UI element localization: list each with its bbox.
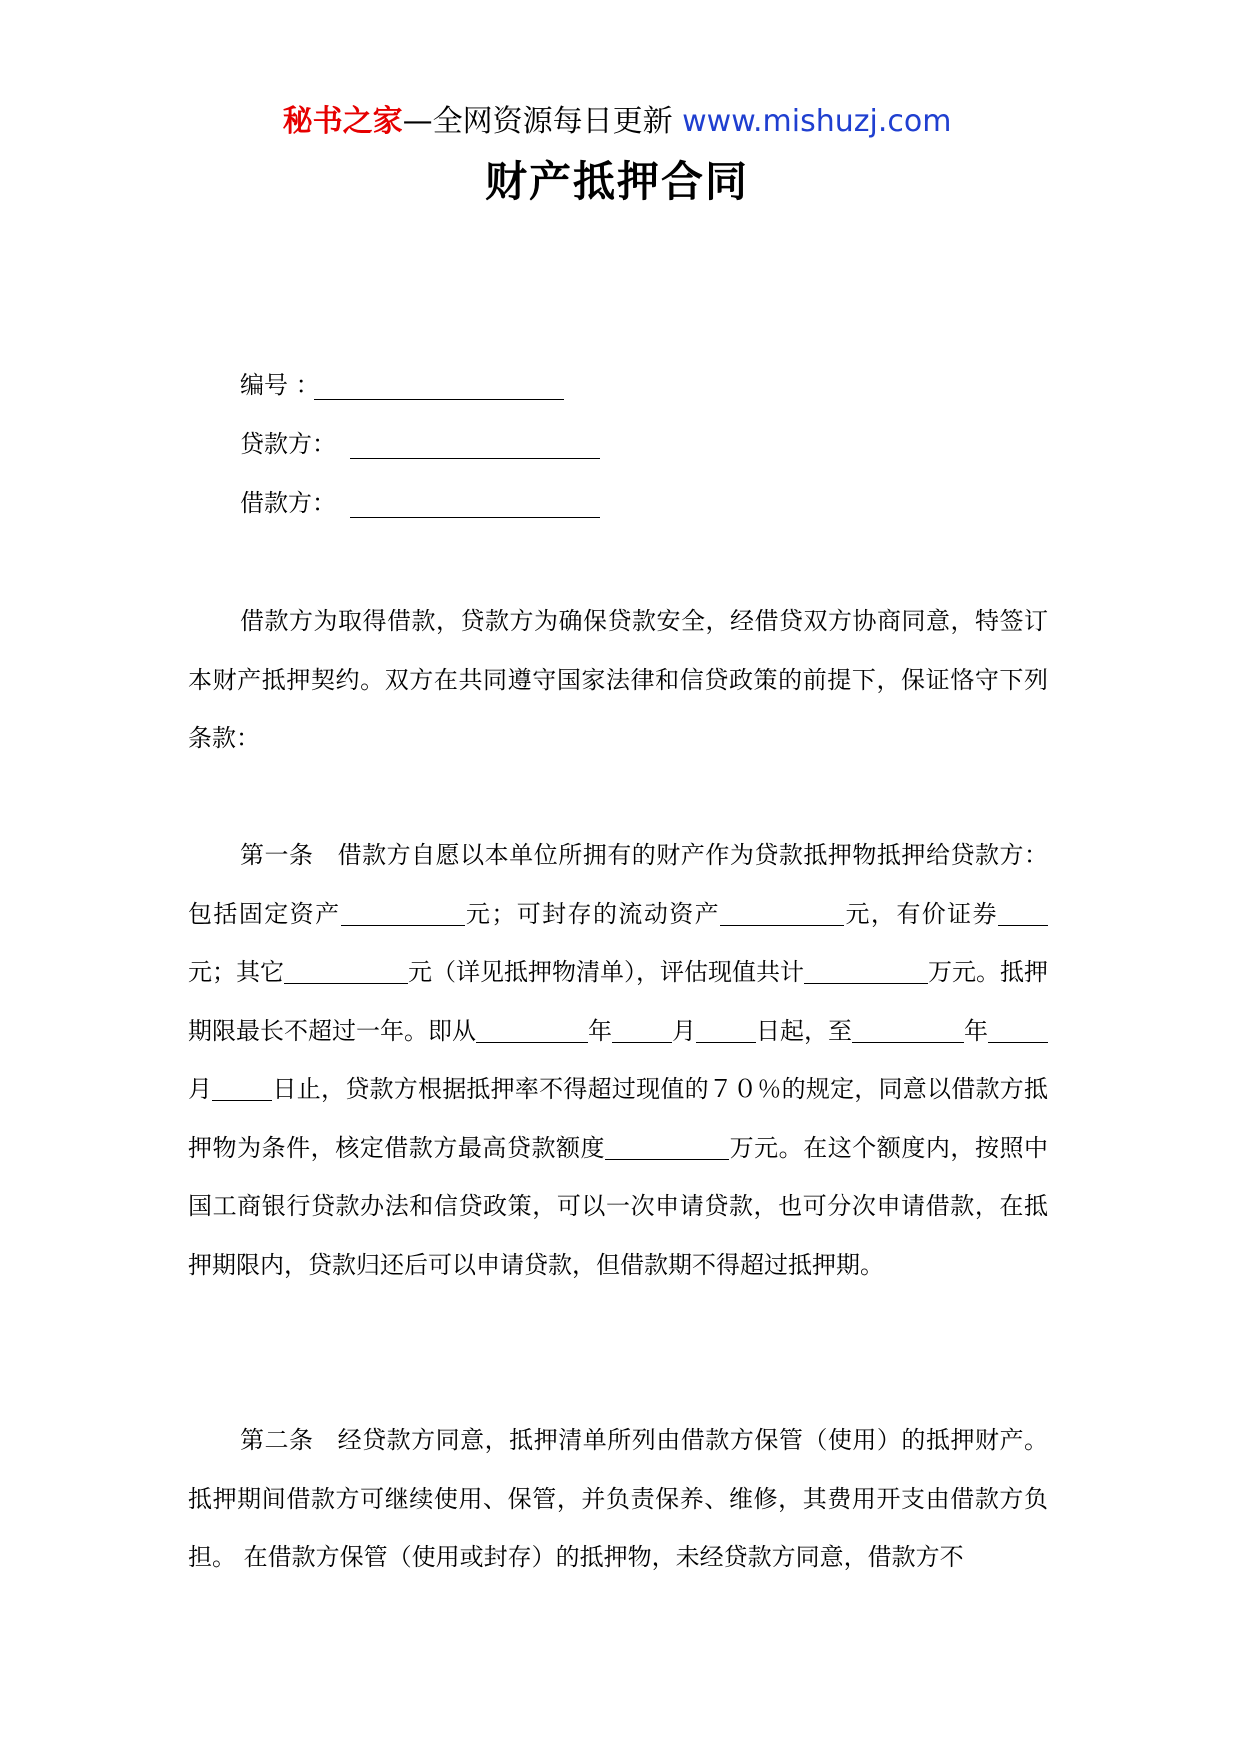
site-brand: 秘书之家 [282, 104, 403, 139]
number-blank[interactable] [314, 372, 564, 400]
article-1-text: 元，有价证券 [844, 899, 999, 928]
loan-limit-blank[interactable] [605, 1135, 729, 1160]
end-year-blank[interactable] [852, 1018, 964, 1043]
start-year-blank[interactable] [476, 1018, 588, 1043]
article-1-lead: 第一条 [240, 841, 314, 869]
number-label: 编号 ： [240, 371, 320, 399]
article-1-text: 月 [672, 1016, 696, 1045]
current-assets-blank[interactable] [720, 901, 844, 926]
article-1-text: 元（详见抵押物清单），评估现值共计 [408, 958, 804, 986]
lender-field [240, 427, 336, 461]
number-field [240, 368, 320, 402]
article-1-text: 月 [188, 1075, 213, 1103]
site-tagline: —全网资源每日更新 [402, 104, 683, 139]
site-url[interactable]: www.mishuzj.com [682, 104, 952, 139]
securities-blank[interactable] [998, 901, 1048, 926]
article-1-text: 日止，贷款方根据抵押率不得超过现值的７０％的规定，同意以借款方抵押物为条件，核定借款方最高贷款额度 [188, 1075, 1049, 1162]
lender-blank[interactable] [350, 431, 600, 459]
article-1-text: 元；可封存的流动资产 [464, 899, 721, 928]
article-1-text: 元；其它 [188, 958, 284, 986]
borrower-label: 借款方： [240, 489, 336, 517]
article-2-lead: 第二条 [240, 1426, 314, 1454]
start-month-blank[interactable] [612, 1018, 672, 1043]
article-2-text: 经贷款方同意，抵押清单所列由借款方保管（使用）的抵押财产。抵押期间借款方可继续使用、保管，并负责保养、维修，其费用开支由借款方负担。 在借款方保管（使用或封存）的抵押物，未经贷款方同意，借款方不 [188, 1426, 1049, 1571]
borrower-blank[interactable] [350, 490, 600, 518]
borrower-field [240, 486, 336, 520]
article-1-text: 年 [964, 1016, 988, 1045]
article-1-text: 借款方自愿以本单位所拥有的财产作为贷款抵押物抵押给贷款方：包括固定资产 [188, 841, 1049, 928]
article-1-text: 年 [588, 1016, 612, 1045]
total-value-blank[interactable] [804, 959, 928, 984]
start-day-blank[interactable] [696, 1018, 756, 1043]
article-2 [188, 1411, 1048, 1587]
article-1 [188, 826, 1048, 1294]
site-header [0, 100, 1234, 144]
document-title: 财产抵押合同 [484, 157, 749, 206]
other-assets-blank[interactable] [284, 959, 408, 984]
end-month-blank[interactable] [988, 1018, 1048, 1043]
article-1-text: 日起，至 [756, 1016, 852, 1045]
article-1-text: 万元。抵押期限最长不超过一年。即从 [188, 958, 1048, 1045]
article-1-text: 万元。在这个额度内，按照中国工商银行贷款办法和信贷政策，可以一次申请贷款，也可分次申请借款，在抵押期限内，贷款归还后可以申请贷款，但借款期不得超过抵押期。 [188, 1133, 1049, 1279]
intro-paragraph: 借款方为取得借款，贷款方为确保贷款安全，经借贷双方协商同意，特签订本财产抵押契约。双方在共同遵守国家法律和信贷政策的前提下，保证恪守下列条款： [188, 607, 1048, 752]
end-day-blank[interactable] [212, 1076, 272, 1101]
fixed-assets-blank[interactable] [341, 901, 465, 926]
lender-label: 贷款方： [240, 430, 336, 458]
